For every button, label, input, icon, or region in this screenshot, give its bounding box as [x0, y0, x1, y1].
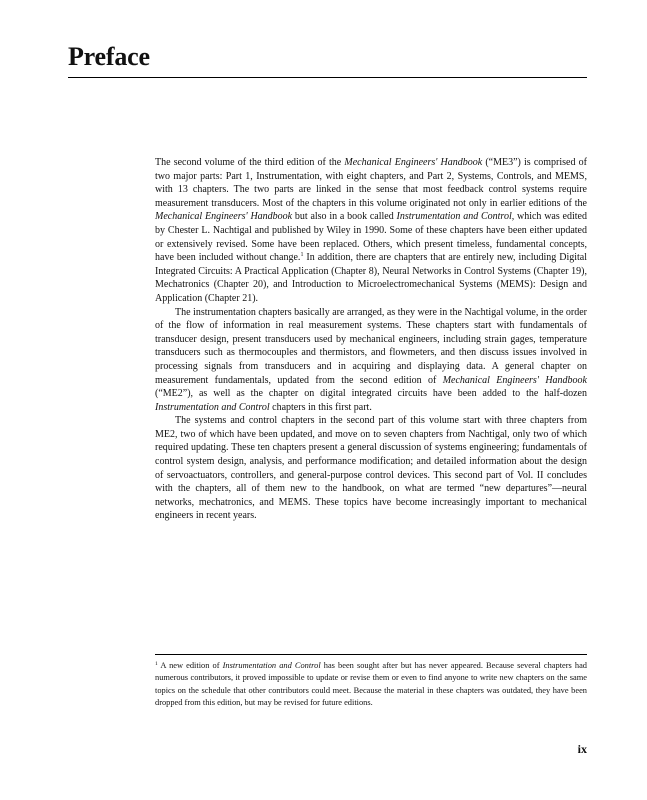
page-title: Preface	[68, 42, 150, 71]
paragraph-3	[155, 414, 587, 523]
book-title: Mechanical Engineers' Handbook	[155, 211, 293, 223]
paragraph-1	[155, 156, 587, 306]
text-run: which was edited by Chester L. Nachtigal and published by Wiley in 1990. Some of these chapters have been either updated or extensively revised. Some have been replaced. Others, which present timeless, fundamental concepts, have been included without change.	[155, 211, 587, 264]
text-run: but also in a book called	[292, 211, 397, 223]
text-run: The second volume of the third edition of the	[155, 157, 345, 168]
text-run: The systems and control chapters in the second part of this volume start with three chapters from ME2, two of which have been updated, and move on to seven chapters from Nachtigal, only two of which required updating. These ten chapters present a general discussion of systems engineering; fundamentals of control system design, analysis, and performance modification; and detailed information about the design of servoactuators, controllers, and general-purpose control devices. This second part of Vol. II concludes with the chapters, all of them new to the handbook, on what are termed “new departures”—neural networks, mechatronics, and MEMS. These topics have become increasingly important to mechanical engineers in recent years.	[155, 415, 587, 522]
title-rule	[68, 77, 587, 78]
text-run: The instrumentation chapters basically are arranged, as they were in the Nachtigal volume, in the order of the flow of information in real measurement systems. These chapters start with fundamentals of transducer design, present transducers used by mechanical engineers, including strain gages, temperature transducers such as thermocouples and thermistors, and flowmeters, and then discuss issues involved in processing signals from transducers and in acquiring and displaying data. A general chapter on measurement fundamentals, updated from the second edition of	[155, 306, 587, 386]
text-run: chapters in this first part.	[269, 401, 372, 413]
text-run: (“ME3”) is comprised of two major parts: Part 1, Instrumentation, with eight chapters, and Part 2, Systems, Controls, and MEMS, with 13 chapters. The two parts are linked in the sense that most feedback control systems require measurement transducers. Most of the chapters in this volume originated not only in earlier editions of the	[155, 157, 587, 209]
text-run: In addition, there are chapters that are entirely new, including Digital Integrated Circuits: A Practical Application (Chapter 8), Neural Networks in Control Systems (Chapter 19), Mechatronics (Chapter 20), and Introduction to Microelectromechanical Systems (MEMS): Design and Application (Chapter 21).	[155, 252, 587, 304]
page-number: ix	[577, 742, 587, 756]
footnote-marker: 1	[155, 661, 158, 667]
paragraph-2	[155, 306, 587, 415]
footnote-reference[interactable]: 1	[300, 252, 304, 259]
footnote	[155, 660, 587, 710]
book-title: Mechanical Engineers' Handbook	[344, 157, 483, 168]
book-title: Instrumentation and Control	[222, 661, 321, 670]
book-title: Instrumentation and Control	[155, 401, 270, 413]
book-title: Mechanical Engineers' Handbook	[442, 374, 587, 386]
footnote-rule	[155, 654, 587, 655]
text-run: A new edition of	[157, 661, 223, 670]
text-run: (“ME2”), as well as the chapter on digital integrated circuits have been added to the half-dozen	[155, 388, 587, 400]
book-title: Instrumentation and Control,	[396, 211, 515, 223]
body-text	[155, 156, 587, 523]
text-run: has been sought after but has never appeared. Because several chapters had numerous contributors, it proved impossible to update or revise them or even to find anyone to write new chapters on the same topics on the schedule that other contributors could meet. Because the material in these chapters was outdated, they have been dropped from this edition, but may be revised for future editions.	[155, 661, 587, 708]
